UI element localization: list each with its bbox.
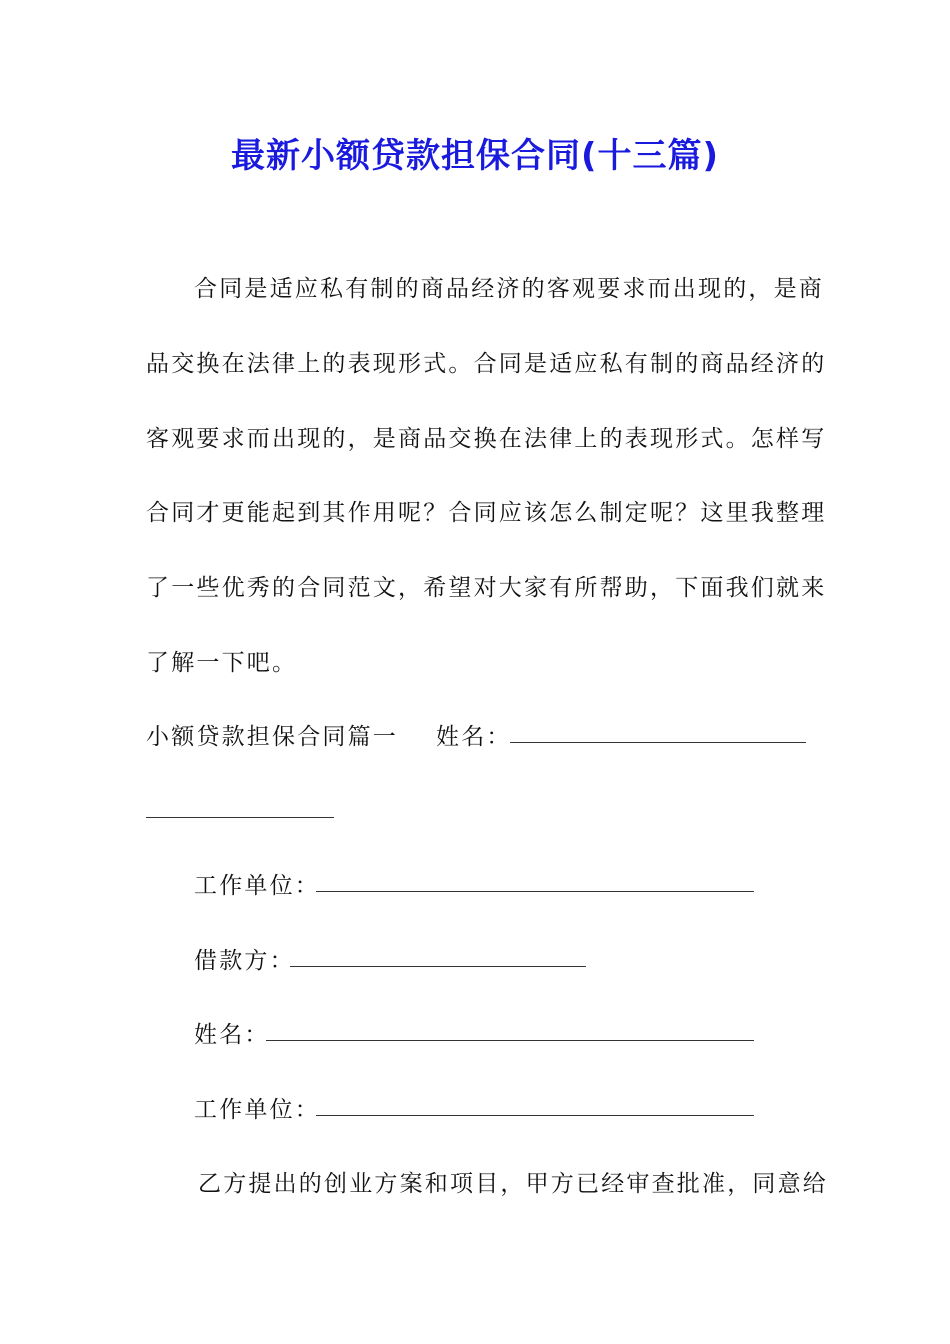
section-heading: 小额贷款担保合同篇一 bbox=[146, 724, 398, 750]
name1-blank-continuation bbox=[146, 817, 334, 818]
name2-label: 姓名： bbox=[194, 1022, 270, 1048]
intro-line-2: 品交换在法律上的表现形式。合同是适应私有制的商品经济的 bbox=[146, 351, 827, 377]
name2-blank-line bbox=[266, 1040, 754, 1041]
intro-line-4: 合同才更能起到其作用呢？合同应该怎么制定呢？这里我整理 bbox=[146, 500, 827, 526]
work-unit1-blank-line bbox=[316, 891, 754, 892]
body-last-line: 乙方提出的创业方案和项目，甲方已经审查批准，同意给 bbox=[198, 1171, 828, 1197]
intro-line-5: 了一些优秀的合同范文，希望对大家有所帮助，下面我们就来 bbox=[146, 575, 827, 601]
name1-label: 姓名： bbox=[436, 724, 512, 750]
borrower-blank-line bbox=[290, 966, 586, 967]
intro-line-6: 了解一下吧。 bbox=[146, 650, 298, 676]
work-unit1-label: 工作单位： bbox=[194, 873, 320, 899]
name1-blank-line bbox=[510, 742, 806, 743]
work-unit2-label: 工作单位： bbox=[194, 1097, 320, 1123]
intro-line-3: 客观要求而出现的，是商品交换在法律上的表现形式。怎样写 bbox=[146, 426, 827, 452]
document-title: 最新小额贷款担保合同(十三篇) bbox=[230, 136, 720, 176]
borrower-label: 借款方： bbox=[194, 948, 295, 974]
work-unit2-blank-line bbox=[316, 1115, 754, 1116]
intro-line-1: 合同是适应私有制的商品经济的客观要求而出现的，是商 bbox=[194, 276, 824, 302]
